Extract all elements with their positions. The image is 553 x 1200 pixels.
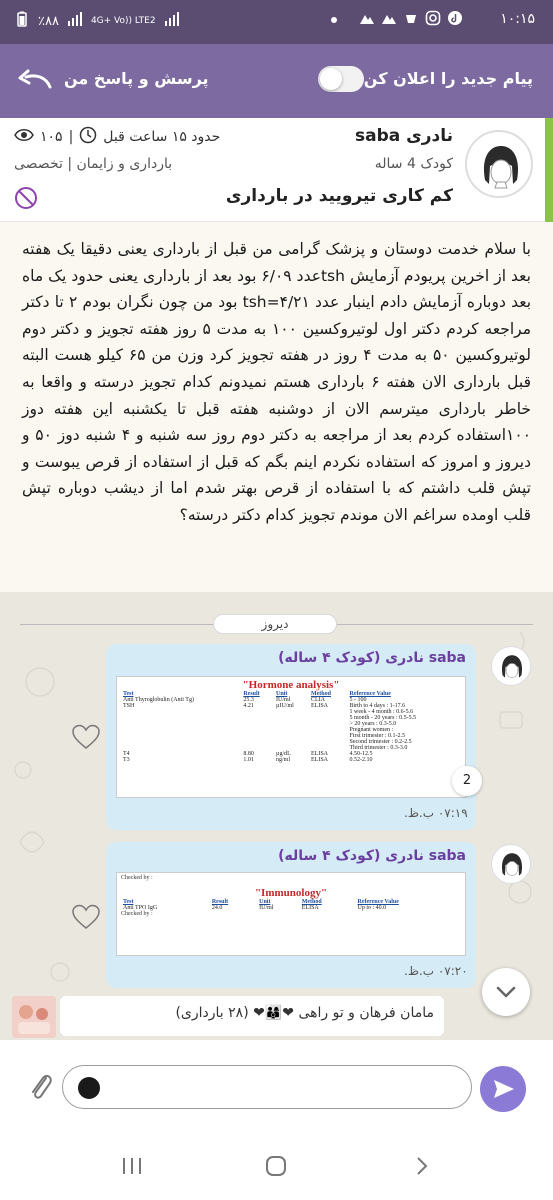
send-icon: [480, 1097, 526, 1116]
eye-icon: [14, 128, 34, 146]
lab-report-image[interactable]: [116, 676, 466, 798]
notification-icons: [331, 10, 463, 30]
lab-report-table: [121, 691, 461, 763]
message-input[interactable]: [62, 1065, 472, 1109]
lab-row: [121, 757, 461, 763]
heart-icon[interactable]: [72, 724, 100, 750]
lab-cell: 5 - 100: [349, 697, 367, 703]
emoji-icon[interactable]: [78, 1077, 100, 1099]
image-count-badge[interactable]: 2: [452, 766, 482, 796]
separator: |: [68, 129, 74, 145]
battery-level: ٪۸۸: [38, 13, 59, 29]
notify-label: پیام جدید را اعلان کن: [363, 69, 533, 88]
lab-cell: µIU/ml: [276, 703, 294, 709]
lab-cell: 8.80: [243, 751, 254, 757]
question-title: کم کاری تیرویید در بارداری: [225, 186, 453, 206]
message-bubble[interactable]: [106, 644, 476, 830]
chevron-down-icon: [482, 1001, 530, 1020]
toggle-knob: [320, 68, 342, 90]
lab-cell: ng/ml: [276, 757, 291, 763]
tiktok-icon: [447, 10, 463, 30]
question-meta: [14, 126, 220, 148]
status-bar: [0, 0, 553, 44]
message-input-bar: [0, 1040, 553, 1134]
lab-cell: 4.50-12.5: [349, 751, 373, 757]
reply-thumbnail[interactable]: [12, 996, 56, 1038]
home-icon[interactable]: [264, 1156, 288, 1180]
view-count: ۱۰۵: [40, 129, 63, 145]
attachment-icon[interactable]: [28, 1070, 54, 1104]
recent-apps-icon[interactable]: [120, 1156, 144, 1180]
battery-icon: [14, 11, 30, 31]
question-header: [0, 118, 553, 222]
question-category: بارداری و زایمان | تخصصی: [14, 156, 173, 172]
lab-cell: IU/ml: [259, 905, 274, 911]
message-time: ۰۷:۱۹ ب.ظ.: [404, 806, 468, 820]
back-arrow-icon[interactable]: [16, 69, 54, 93]
question-author[interactable]: saba نادری: [354, 126, 453, 146]
heart-icon[interactable]: [72, 904, 100, 930]
lab-header: Test: [123, 899, 134, 905]
lab-cell: 24.0: [211, 905, 223, 911]
message-sender[interactable]: saba نادری (کودک ۴ ساله): [278, 650, 466, 666]
clock: ۱۰:۱۵: [500, 11, 535, 27]
lab-cell: 1.01: [243, 757, 254, 763]
user-avatar[interactable]: [465, 130, 533, 198]
signal-icon-2: [164, 11, 180, 31]
send-button[interactable]: [480, 1066, 526, 1112]
lab-cell: Anti TPO IgG: [123, 905, 158, 911]
lab-cell: IU/ml: [276, 697, 291, 703]
checked-by-label-2: Checked by :: [121, 911, 153, 917]
scroll-down-button[interactable]: [482, 968, 530, 1016]
lab-cell: T3: [123, 757, 130, 763]
time-ago: حدود ۱۵ ساعت قبل: [103, 129, 221, 145]
instagram-icon: [425, 10, 441, 30]
lab-report-image[interactable]: [116, 872, 466, 956]
lab-report-title: "Immunology": [254, 887, 328, 899]
lab-cell: TSH: [123, 703, 135, 709]
back-nav-icon[interactable]: [410, 1156, 434, 1180]
system-nav-bar: [0, 1134, 553, 1200]
message-time: ۰۷:۲۰ ب.ظ.: [404, 964, 468, 978]
lab-cell: ELISA: [301, 905, 319, 911]
dot-icon: [331, 17, 337, 23]
lab-cell: ELISA: [310, 757, 328, 763]
lab-cell: Up to : 40.0: [357, 905, 387, 911]
lab-cell: T4: [123, 751, 130, 757]
lab-cell: 0.52-2.10: [349, 757, 373, 763]
lab-report-table: [121, 899, 461, 911]
mountain-icon-2: [381, 10, 397, 30]
lab-cell: ELISA: [310, 751, 328, 757]
lab-header: Unit: [276, 691, 288, 697]
lab-row: [121, 703, 461, 751]
lab-header: Result: [211, 899, 229, 905]
header-title[interactable]: پرسش و پاسخ من: [64, 69, 209, 88]
day-separator: دیروز: [213, 614, 337, 634]
signal-icon: [67, 11, 83, 31]
lab-cell: µg/dL: [276, 751, 291, 757]
clock-icon: [79, 126, 97, 148]
lab-header: Test: [123, 691, 134, 697]
app-icon: [403, 10, 419, 30]
status-left: [14, 11, 180, 31]
question-body: با سلام خدمت دوستان و پزشک گرامی من قبل از بارداری یعنی دقیقا یک هفته بعد از اخرین پریودم آزمایش tshعدد ۶/۰۹ بود بعد از بارداری یعنی حدود یک ماه بعد دوباره آزمایش دادم اینبار عدد tsh=۴/۲۱ بود من چون نگران بودم ۲ تا دکتر مراجعه کردم دکتر اول لوتیروکسین ۱۰۰ به مدت ۵ روز هفته تجویز و دکتر دوم لوتیروکسین ۵۰ به مدت ۴ روز در هفته تجویز کرد وزن من ۶۵ کیلو هست البته قبل بارداری الان هفته ۶ بارداری هستم نمیدونم کدام تجویز درسته و واقعا به خاطر بارداری میترسم الان از دوشنبه هفته قبل تا یکشنبه این هفته دوز ۱۰۰استفاده کردم بعد از مراجعه به دکتر دوم روز سه شنبه و ۴ شنبه دوز ۵۰ و دیروز و امروز که استفاده نکردم اینم بگم که قبل از استفاده از قرص یبوست و تپش قلب داشتم که با استفاده از قرص بهتر شدم اما از دیشب دوباره تپش قلب اومده سراغم الان موندم تجویز کدام دکتر درسته؟: [0, 222, 553, 592]
message-sender[interactable]: saba نادری (کودک ۴ ساله): [278, 848, 466, 864]
lab-cell: CLIA: [310, 697, 325, 703]
lab-header: Result: [243, 691, 260, 697]
notify-toggle[interactable]: [318, 66, 364, 92]
reply-preview[interactable]: مامان فرهان و تو راهی ❤👨‍👩‍👦❤ (۲۸ بارداری): [60, 996, 444, 1036]
lab-header: Reference Value: [349, 691, 391, 697]
app-header: [0, 44, 553, 118]
lab-cell: ELISA: [310, 703, 328, 709]
network-label: 4G+ Vo)) LTE2: [90, 16, 156, 26]
lab-header: Reference Value: [357, 899, 399, 905]
lab-report-title: "Hormone analysis": [242, 679, 340, 691]
message-avatar[interactable]: [491, 844, 531, 884]
checked-by-label: Checked by :: [121, 875, 153, 881]
author-child-info: کودک 4 ساله: [374, 156, 453, 172]
message-avatar[interactable]: [491, 646, 531, 686]
mountain-icon: [359, 10, 375, 30]
lab-cell: 25.3: [243, 697, 254, 703]
lab-cell: Birth to 4 days : 1-17.6 1 week - 4 month : 0.6-5.6 5 month - 20 years : 0.5-5.5 > 20 years : 0.3-5.0 Pregnant women : First trimester : 0.1-2.5 Second trimester : 0.2-2.5 Third trimester : 0.3-3.0: [349, 703, 417, 751]
lab-header: Method: [301, 899, 322, 905]
accent-stripe: [545, 118, 553, 222]
lab-header: Unit: [259, 899, 271, 905]
report-icon[interactable]: [14, 186, 38, 210]
lab-cell: Anti Thyroglobulin (Anti Tg): [123, 697, 194, 703]
message-bubble[interactable]: [106, 842, 476, 988]
lab-header: Method: [310, 691, 331, 697]
lab-cell: 4.21: [243, 703, 254, 709]
